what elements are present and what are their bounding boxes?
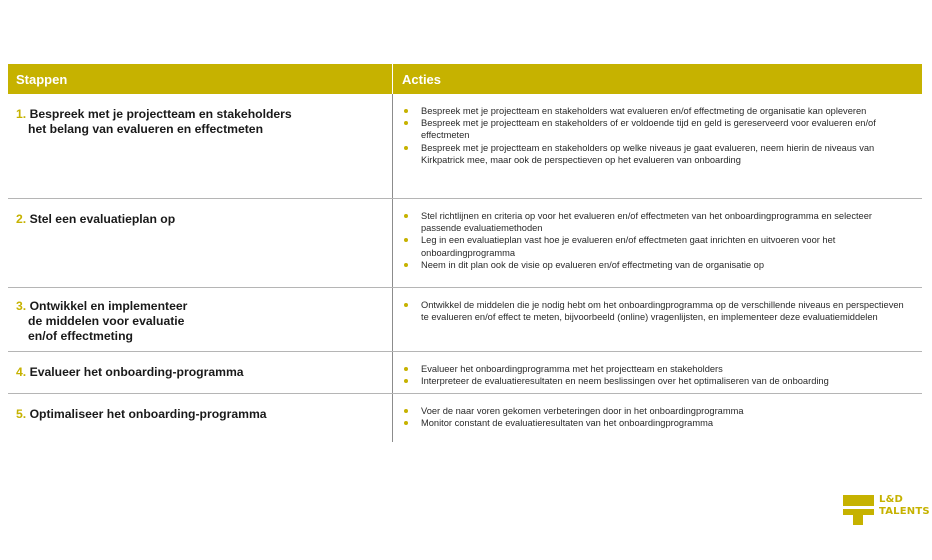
list-item: Ontwikkel de middelen die je nodig hebt om het onboardingprogramma op de verschillende niveaus en perspectieven te evalueren en/of effect te meten, bijvoorbeeld (online) vragenlijsten, en implementeer deze evaluatiemiddelen (402, 299, 914, 323)
list-item: Bespreek met je projectteam en stakeholders op welke niveaus je gaat evalueren, neem hierin de niveaus van Kirkpatrick mee, maar ook de perspectieven op het evalueren van onboarding (402, 142, 914, 166)
step-title: 3. Ontwikkel en implementeer de middelen voor evaluatie en/of effectmeting (8, 288, 393, 351)
step-number: 1. (16, 107, 27, 121)
list-item: Bespreek met je projectteam en stakeholders wat evalueren en/of effectmeting de organisatie kan opleveren (402, 105, 914, 117)
list-item: Interpreteer de evaluatieresultaten en neem beslissingen over het optimaliseren van de onboarding (402, 375, 914, 387)
ld-talents-logo (843, 494, 930, 526)
step-title: 2. Stel een evaluatieplan op (8, 199, 393, 287)
step-actions (393, 199, 922, 287)
list-item: Stel richtlijnen en criteria op voor het evalueren en/of effectmeten van het onboardingprogramma en selecteer passende evaluatiemethoden (402, 210, 914, 234)
list-item: Leg in een evaluatieplan vast hoe je evalueren en/of effectmeten gaat inrichten en uitvoeren voor het onboardingprogramma (402, 234, 914, 258)
step-actions (393, 394, 922, 442)
step-title: 4. Evalueer het onboarding-programma (8, 352, 393, 393)
list-item: Monitor constant de evaluatieresultaten van het onboardingprogramma (402, 417, 914, 429)
step-actions (393, 288, 922, 351)
step-number: 5. (16, 407, 27, 421)
step-number: 2. (16, 212, 27, 226)
step-number: 4. (16, 365, 27, 379)
table-header (8, 64, 922, 94)
list-item: Bespreek met je projectteam en stakeholders of er voldoende tijd en geld is gereserveerd voor evalueren en/of effectmeten (402, 117, 914, 141)
step-actions (393, 352, 922, 393)
logo-text: L&D TALENTS (879, 494, 930, 517)
table-row (8, 352, 922, 394)
step-title: 5. Optimaliseer het onboarding-programma (8, 394, 393, 442)
logo-mark-icon (843, 495, 874, 506)
step-actions (393, 94, 922, 198)
table-row (8, 394, 922, 442)
header-acties: Acties (402, 71, 442, 87)
table-row (8, 94, 922, 199)
list-item: Evalueer het onboardingprogramma met het projectteam en stakeholders (402, 363, 914, 375)
list-item: Voer de naar voren gekomen verbeteringen door in het onboardingprogramma (402, 405, 914, 417)
steps-table (8, 64, 922, 442)
table-row (8, 288, 922, 352)
header-stappen: Stappen (8, 64, 393, 94)
step-title: 1. Bespreek met je projectteam en stakeholders het belang van evalueren en effectmeten (8, 94, 393, 198)
table-row (8, 199, 922, 288)
step-number: 3. (16, 299, 27, 313)
list-item: Neem in dit plan ook de visie op evalueren en/of effectmeting van de organisatie op (402, 259, 914, 271)
